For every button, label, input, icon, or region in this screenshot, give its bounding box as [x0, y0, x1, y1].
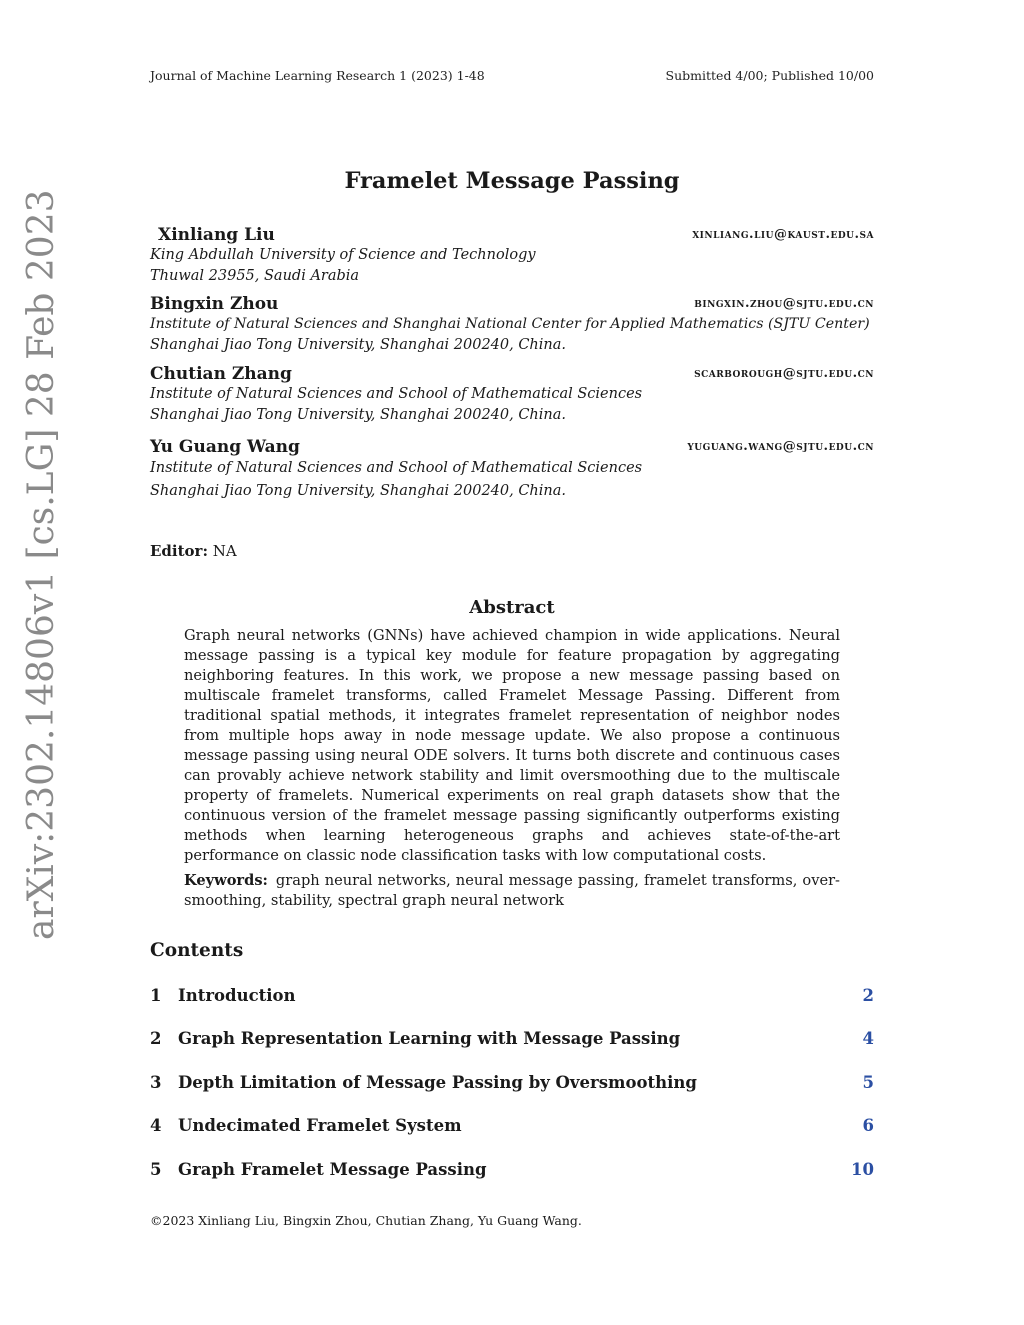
toc-number: 2 — [150, 1029, 162, 1048]
author-name: Xinliang Liu xinliang.liu@kaust.edu.sa — [158, 225, 874, 245]
toc-number: 4 — [150, 1116, 162, 1135]
toc-title[interactable]: Undecimated Framelet System — [178, 1116, 462, 1135]
toc-entry[interactable] — [150, 1029, 874, 1051]
author-block — [150, 225, 874, 287]
author-email[interactable]: scarborough@sjtu.edu.cn — [694, 366, 874, 381]
toc-page-link[interactable]: 5 — [862, 1073, 874, 1092]
toc-title[interactable]: Graph Framelet Message Passing — [178, 1160, 487, 1179]
toc-page-link[interactable]: 2 — [862, 986, 874, 1005]
toc-number: 3 — [150, 1073, 162, 1092]
toc-number: 1 — [150, 986, 162, 1005]
copyright-footer: ©2023 Xinliang Liu, Bingxin Zhou, Chutian Zhang, Yu Guang Wang. — [150, 1213, 582, 1228]
author-block — [150, 294, 874, 356]
toc-title[interactable]: Depth Limitation of Message Passing by Oversmoothing — [178, 1073, 697, 1092]
toc-title[interactable]: Introduction — [178, 986, 296, 1005]
author-email[interactable]: xinliang.liu@kaust.edu.sa — [692, 227, 874, 242]
toc-entry[interactable] — [150, 1073, 874, 1095]
abstract-heading: Abstract — [469, 597, 555, 618]
toc-page-link[interactable]: 10 — [851, 1160, 874, 1179]
contents-heading: Contents — [150, 940, 244, 961]
author-address: Shanghai Jiao Tong University, Shanghai 200240, China. — [150, 407, 566, 423]
keywords-label: Keywords: — [184, 872, 268, 889]
toc-entry[interactable] — [150, 1116, 874, 1138]
toc-page-link[interactable]: 4 — [862, 1029, 874, 1048]
toc-page-link[interactable]: 6 — [862, 1116, 874, 1135]
author-name: Chutian Zhang scarborough@sjtu.edu.cn — [150, 364, 874, 384]
author-email[interactable]: bingxin.zhou@sjtu.edu.cn — [694, 296, 874, 311]
author-block — [150, 364, 874, 426]
toc-entry[interactable] — [150, 986, 874, 1008]
paper-title: Framelet Message Passing — [344, 168, 680, 194]
author-name: Bingxin Zhou bingxin.zhou@sjtu.edu.cn — [150, 294, 874, 314]
author-address: Shanghai Jiao Tong University, Shanghai 200240, China. — [150, 483, 566, 499]
editor-value: NA — [212, 542, 237, 560]
author-address: Shanghai Jiao Tong University, Shanghai 200240, China. — [150, 337, 566, 353]
author-affiliation: Institute of Natural Sciences and School of Mathematical Sciences — [150, 386, 643, 402]
editor-label: Editor: — [150, 542, 208, 560]
author-address: Thuwal 23955, Saudi Arabia — [150, 268, 360, 284]
editor-line — [150, 542, 237, 560]
author-affiliation: Institute of Natural Sciences and School of Mathematical Sciences — [150, 460, 643, 476]
toc-entry[interactable] — [150, 1160, 874, 1182]
author-block — [150, 437, 874, 503]
author-affiliation: King Abdullah University of Science and Technology — [150, 247, 536, 263]
toc-number: 5 — [150, 1160, 162, 1179]
journal-header: Journal of Machine Learning Research 1 (2023) 1-48 — [150, 68, 485, 83]
submission-dates: Submitted 4/00; Published 10/00 — [665, 68, 874, 83]
arxiv-stamp: arXiv:2302.14806v1 [cs.LG] 28 Feb 2023 — [21, 189, 62, 940]
author-name: Yu Guang Wang yuguang.wang@sjtu.edu.cn — [150, 437, 874, 457]
abstract-text: Graph neural networks (GNNs) have achieved champion in wide applications. Neural message passing is a typical key module for feature propagation by aggregating neighboring features. In this work, we propose a new message passing based on multiscale framelet transforms, called Framelet Message Passing. Different from traditional spatial methods, it integrates framelet representation of neighbor nodes from multiple hops away in node message update. We also propose a continuous message passing using neural ODE solvers. It turns both discrete and continuous cases can provably achieve network stability and limit oversmoothing due to the multiscale property of framelets. Numerical experiments on real graph datasets show that the continuous version of the framelet message passing significantly outperforms existing methods when learning heterogeneous graphs and achieves state-of-the-art performance on classic node classification tasks with low computational costs. — [184, 627, 840, 864]
keywords — [184, 871, 840, 911]
keywords-text: graph neural networks, neural message passing, framelet transforms, over-smoothing, stability, spectral graph neural network — [184, 872, 840, 909]
toc-title[interactable]: Graph Representation Learning with Message Passing — [178, 1029, 681, 1048]
author-affiliation: Institute of Natural Sciences and Shanghai National Center for Applied Mathematics (SJTU Center) — [150, 316, 870, 332]
author-email[interactable]: yuguang.wang@sjtu.edu.cn — [687, 439, 874, 454]
